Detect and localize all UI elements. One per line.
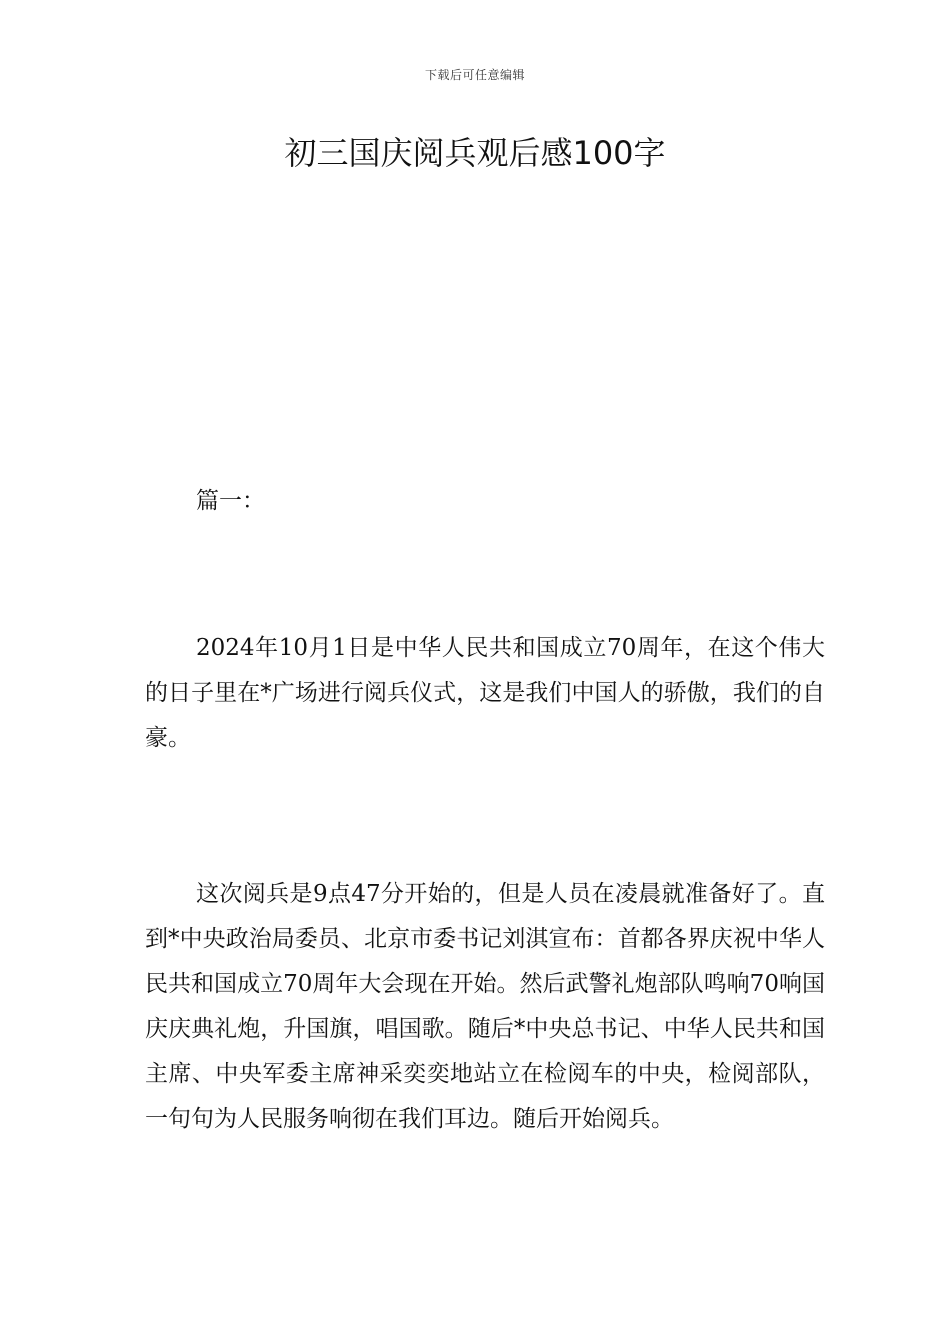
header-note: 下载后可任意编辑 bbox=[424, 68, 525, 82]
section-heading: 篇一： bbox=[196, 488, 265, 514]
body-paragraph-2: 这次阅兵是9点47分开始的，但是人员在凌晨就准备好了。直到*中央政治局委员、北京市委书记刘淇宣布：首都各界庆祝中华人民共和国成立70周年大会现在开始。然后武警礼炮部队鸣响70响国庆庆典礼炮，升国旗，唱国歌。随后*中央总书记、中华人民共和国主席、中央军委主席神采奕奕地站立在检阅车的中央，检阅部队，一句句为人民服务响彻在我们耳边。随后开始阅兵。 bbox=[145, 881, 825, 1132]
document-title: 初三国庆阅兵观后感100字 bbox=[284, 134, 666, 172]
body-paragraph-1: 2024年10月1日是中华人民共和国成立70周年，在这个伟大的日子里在*广场进行阅兵仪式，这是我们中国人的骄傲，我们的自豪。 bbox=[145, 635, 825, 751]
